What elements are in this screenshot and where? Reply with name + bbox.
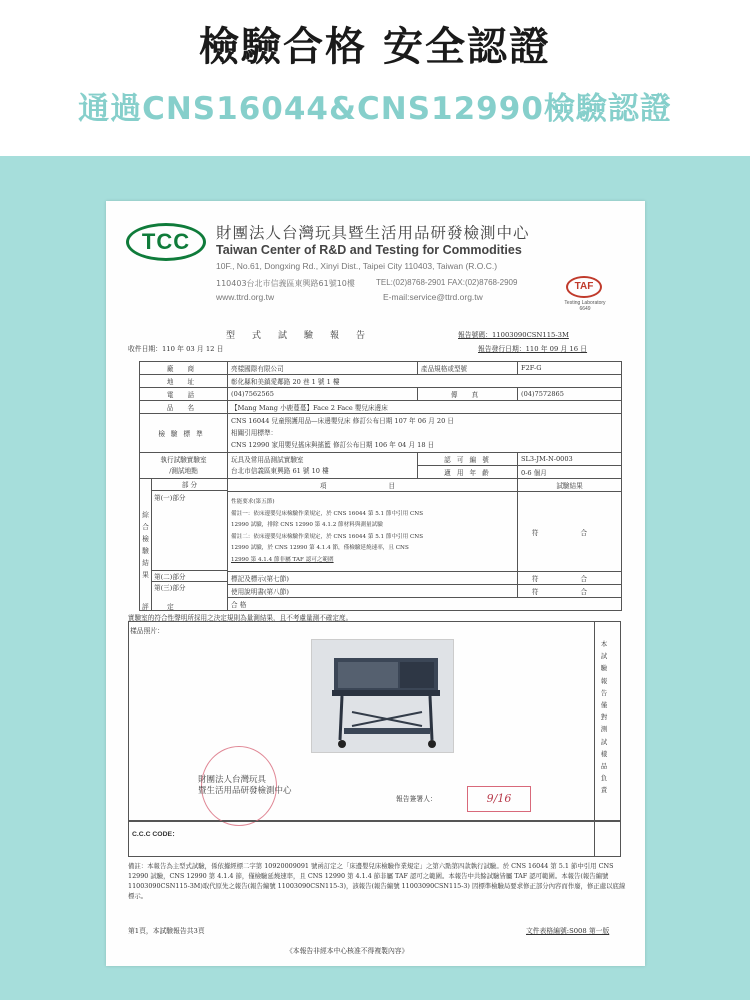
form-number: 文件表格編號:S008 第一版 <box>526 927 610 935</box>
page-info: 第1頁，本試驗報告共3頁 <box>128 927 205 935</box>
table-row: 使用說明書(第八節) 符 合 <box>140 585 622 598</box>
table-row: 品 名 【Mang Mang 小鹿蔓蔓】Face 2 Face 嬰兒床邊床 <box>140 401 622 414</box>
org-address-cn: 110403台北市信義區東興路61號10樓 <box>216 279 355 288</box>
side-disclaimer: 本試驗報告僅對測試樣品負責 <box>600 640 608 795</box>
table-row: 適 用 年 齡 0-6 個月 <box>140 466 622 479</box>
decision-rule-note: 實驗室的符合性聲明所採用之決定規則為量測結果，且不考慮量測不確定度。 <box>128 614 353 622</box>
signer-label: 報告簽署人： <box>396 795 437 803</box>
org-website: www.ttrd.org.tw <box>216 292 275 302</box>
table-row: 執行試驗實驗室 /測試地點 玩具及常用品測試實驗室 台北市信義區東興路 61 號 10 樓 認 可 編 號 SL3-JM-N-0003 <box>140 453 622 466</box>
org-tel-fax: TEL:(02)8768-2901 FAX:(02)8768-2909 <box>376 278 518 287</box>
bedside-crib-image <box>312 640 454 753</box>
table-row: 廠 商 亮樣國際有限公司 產品規格或型號 F2F-G <box>140 362 622 375</box>
table-row: 地 址 彰化縣和美鎮愛鄰路 20 巷 1 號 1 樓 <box>140 375 622 388</box>
taf-label: Testing Laboratory 6649 <box>564 300 606 312</box>
evaluation-label: 評 定 <box>142 603 182 611</box>
table-row: 標記及標示(第七節) 符 合 <box>140 572 622 585</box>
signature-stamp: 9/16 <box>467 786 531 812</box>
copyright-note: 《本報告非經本中心核准不得複製內容》 <box>286 947 409 955</box>
report-title: 型式試驗報告 <box>226 331 383 341</box>
report-number: 報告號碼：11003090CSN115-3M <box>458 331 569 339</box>
tcc-logo: TCC <box>126 223 206 261</box>
table-row: 綜合檢驗結果 部 分 第(一)部分 第(二)部分 第(三)部分 項 目 試驗結果 <box>140 479 622 492</box>
test-report-document <box>106 201 645 966</box>
seal-text: 財團法人台灣玩具 暨生活用品研發檢測中心 <box>198 775 292 796</box>
page-title: 檢驗合格 安全認證 <box>199 24 551 70</box>
received-date: 收件日期：110 年 03 月 12 日 <box>128 345 224 353</box>
banner-header <box>0 0 750 156</box>
table-row: 性能要求(第五節) 備註一：依床邊嬰兒床檢驗作業規定，於 CNS 16044 第 5.1 節中引用 CNS 12990 試驗，排除 CNS 12990 第 4.1.2 節材料與測量試驗 備註二：依床邊嬰兒床檢驗作業規定，於 CNS 16044 第 5.1 節中引用 CNS 12990 試驗，於 CNS 12990 第 4.1.4 節，僅檢驗延燒速率，且 CNS 12990 第 4.1.4 節非屬 TAF 認可之範圍 符 合 <box>140 492 622 572</box>
org-name-cn: 財團法人台灣玩具暨生活用品研發檢測中心 <box>216 224 530 242</box>
photo-label: 樣品照片： <box>130 627 164 635</box>
table-row: 檢驗標準 CNS 16044 兒童照護用品—床邊嬰兒床 修訂公布日期 107 年 06 月 20 日 相關引用標準： CNS 12990 家用嬰兒搖床與搖籃 修訂公布日期 106 年 04 月 18 日 <box>140 414 622 453</box>
org-address-en: 10F., No.61, Dongxing Rd., Xinyi Dist., Taipei City 110403, Taiwan (R.O.C.) <box>216 261 498 271</box>
table-row: 合 格 <box>140 598 622 611</box>
page-subtitle: 通過CNS16044&CNS12990檢驗認證 <box>78 91 672 127</box>
ccc-code-label: C.C.C CODE： <box>132 831 179 838</box>
org-email: E-mail:service@ttrd.org.tw <box>383 292 483 302</box>
table-row: 電 話 (04)7562565 傳 真 (04)7572865 <box>140 388 622 401</box>
taf-logo: TAF <box>566 276 602 298</box>
org-name-en: Taiwan Center of R&D and Testing for Commodities <box>216 243 522 257</box>
sample-photo <box>311 639 454 753</box>
report-table <box>139 361 622 611</box>
issue-date: 報告發行日期：110 年 09 月 16 日 <box>478 345 588 353</box>
remarks: 備註：本報告為主型式試驗，係依據經標二字第 10920009091 號函訂定之「床邊嬰兒床檢驗作業規定」之第六點第四款執行試驗。於 CNS 16044 第 5.1 節中引用 CNS 12990 試驗，CNS 12990 第 4.1.4 節，僅檢驗延燒速率，且 CNS 12990 第 4.1.4 節非屬 TAF 認可之範圍。本報告中共餘試驗皆屬 TAF 認可範圍。本報告(報告編號 11003090CSN115-3M)取代原先之報告(報告編號 11003090CSN115-3)，該報告(報告編號 11003090CSN115-3) 因標準檢驗局要求修正部分內容而作廢，修正處以底線標示。 <box>128 862 626 900</box>
ccc-code-box <box>128 821 621 857</box>
